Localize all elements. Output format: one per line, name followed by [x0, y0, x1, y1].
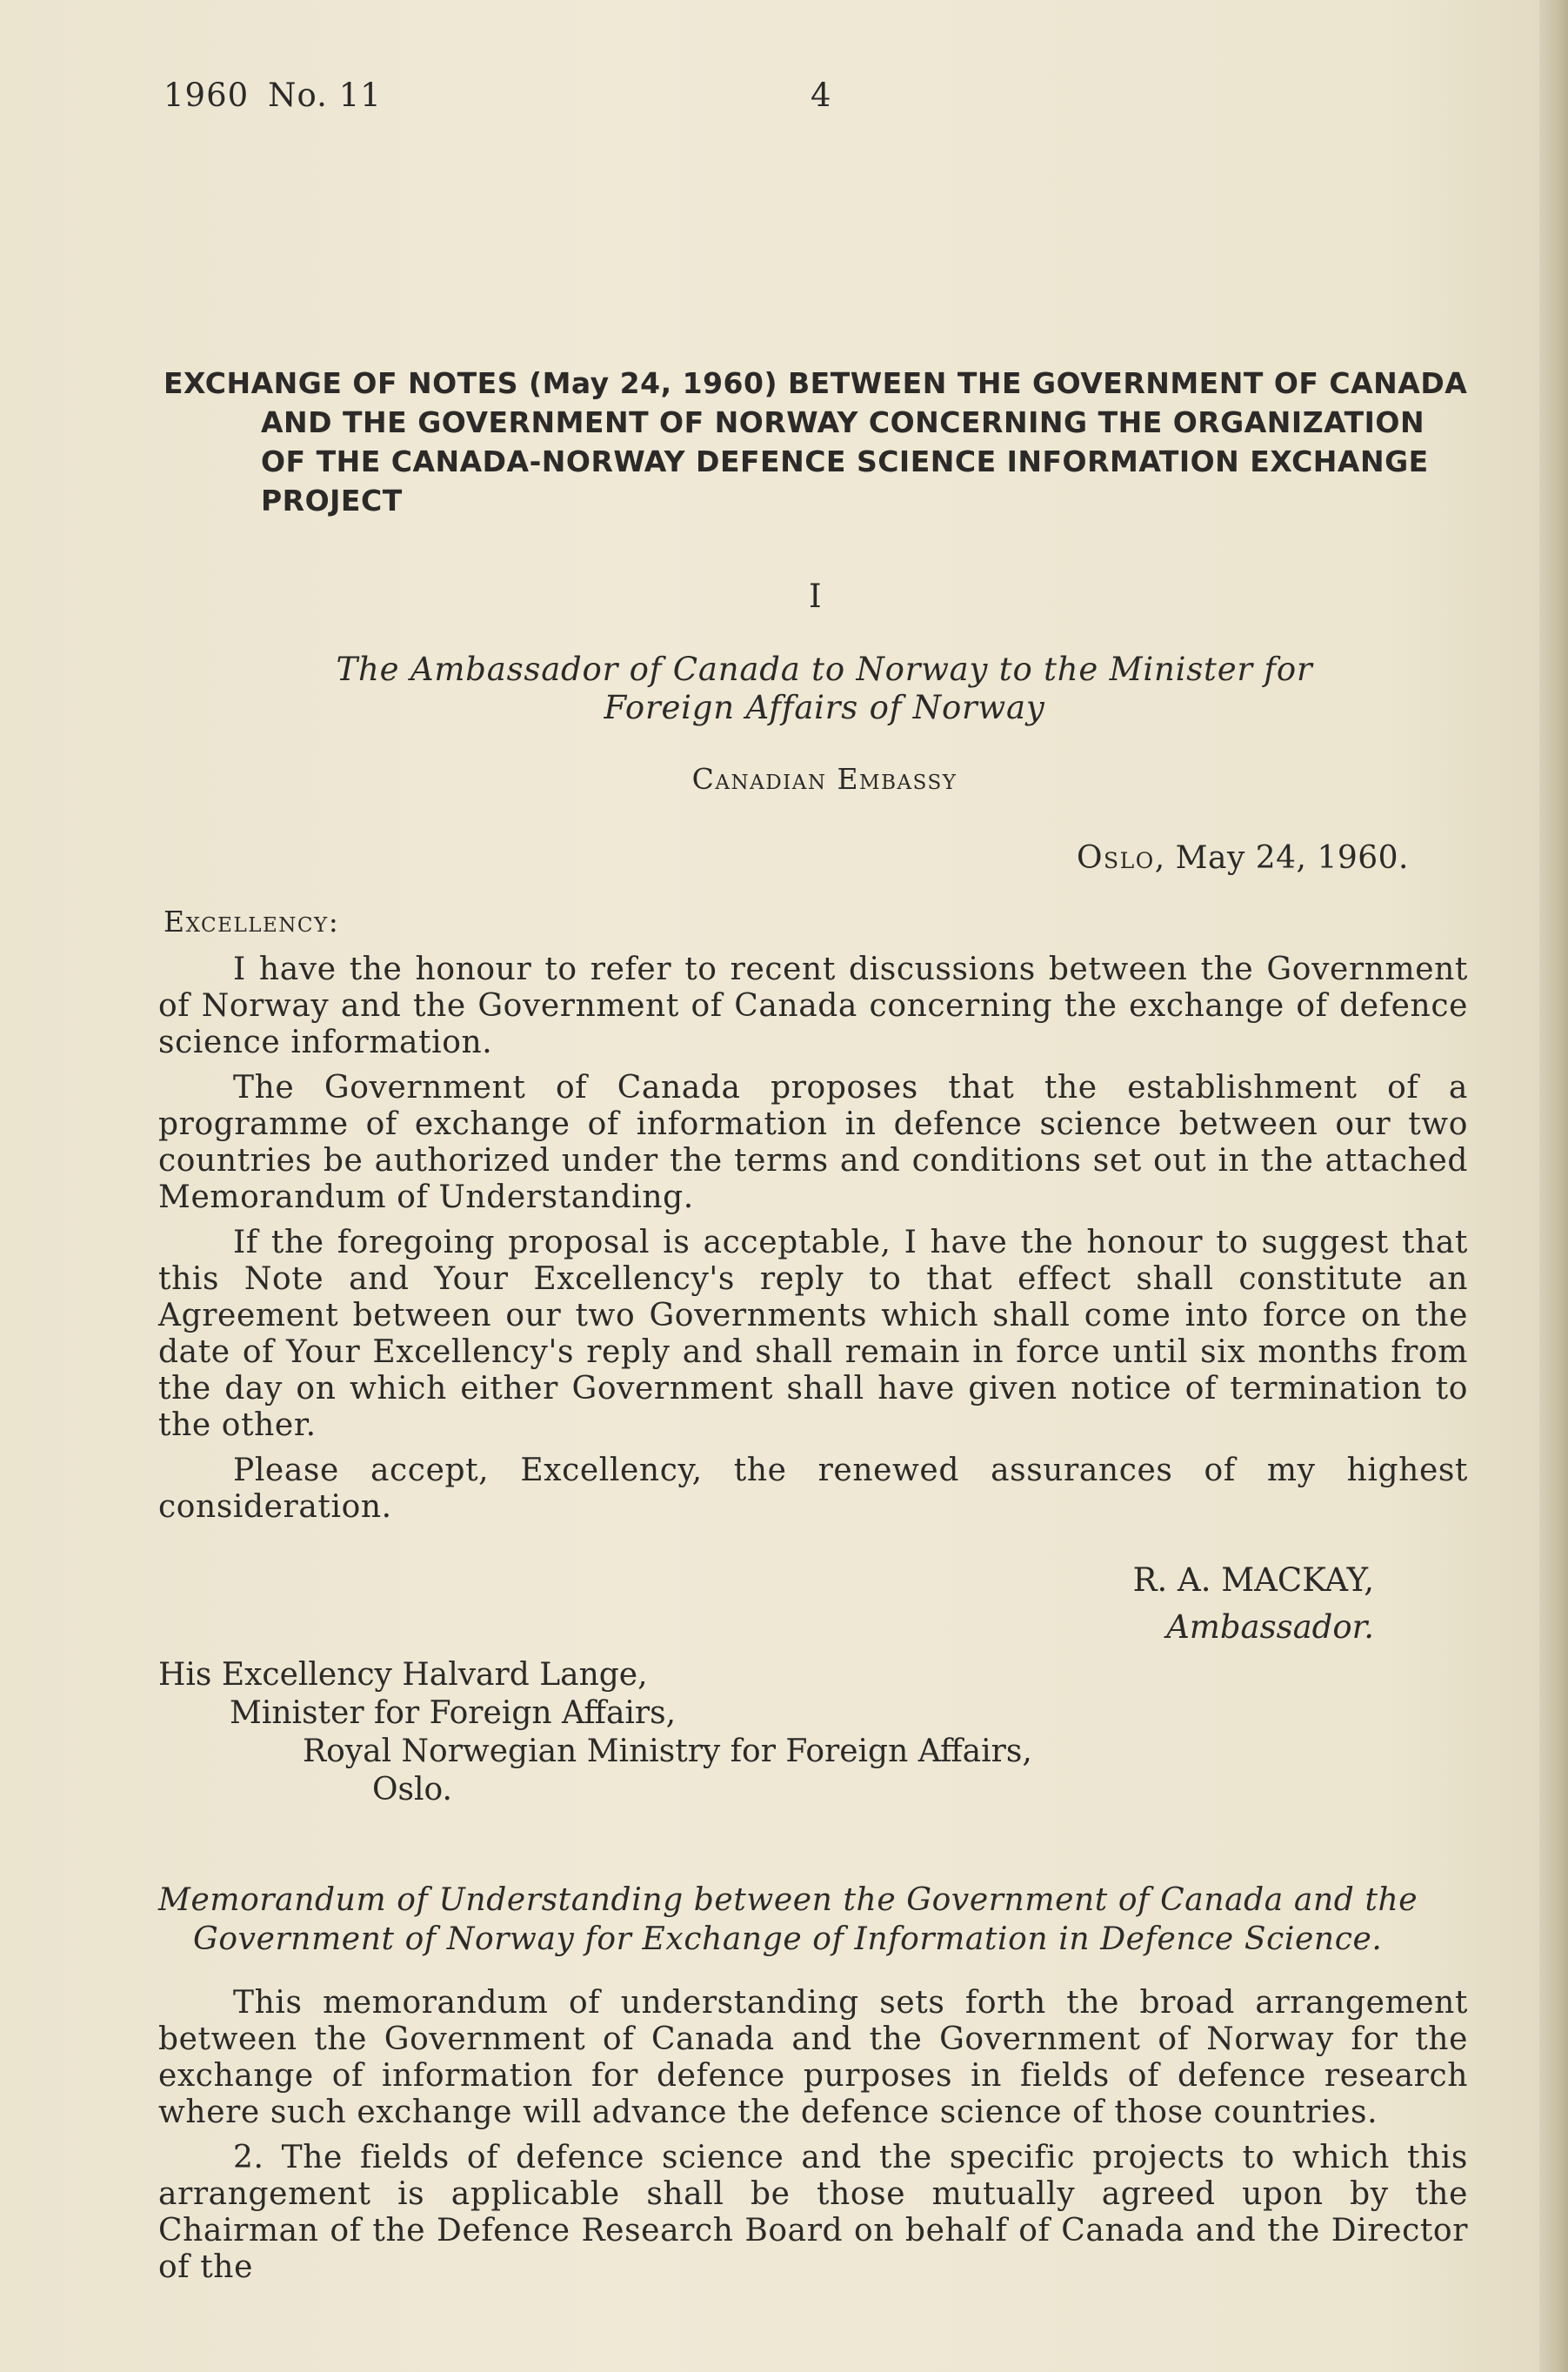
header-number: No. 11 [268, 77, 382, 114]
memorandum-body [158, 1985, 1468, 2295]
title-line-1: EXCHANGE OF NOTES (May 24, 1960) BETWEEN THE GOVERNMENT OF CANADA [163, 366, 1468, 400]
addressing-line-2: Foreign Affairs of Norway [604, 689, 1045, 726]
title-line-2: AND THE GOVERNMENT OF NORWAY CONCERNING THE ORGANIZATION [261, 405, 1425, 439]
section-number: I [809, 578, 822, 615]
dateline-date: , May 24, 1960. [1154, 840, 1409, 876]
letter-body [158, 952, 1468, 1534]
signature-block [1133, 1557, 1374, 1651]
memorandum-title-line-1: Memorandum of Understanding between the Government of Canada and the [158, 1882, 1418, 1918]
title-line-3: OF THE CANADA-NORWAY DEFENCE SCIENCE INFORMATION EXCHANGE [261, 444, 1429, 478]
embassy-heading: Canadian Embassy [691, 762, 957, 796]
title-line-4: PROJECT [261, 484, 403, 518]
recipient-line-4: Oslo. [372, 1772, 452, 1807]
page-header [163, 77, 401, 114]
signature-name: R. A. MACKAY, [1132, 1561, 1374, 1599]
letter-paragraph-4: Please accept, Excellency, the renewed assurances of my highest consideration. [158, 1453, 1468, 1525]
letter-paragraph-1: I have the honour to refer to recent discussions between the Government of Norway and the Government of Canada concerning the exchange of defence science information. [158, 952, 1468, 1060]
salutation: Excellency: [163, 905, 340, 939]
recipient-line-3: Royal Norwegian Ministry for Foreign Affairs, [303, 1734, 1032, 1769]
document-title [163, 364, 1485, 520]
signature-role: Ambassador. [1166, 1608, 1374, 1646]
page-edge [1539, 0, 1568, 2372]
recipient-address [158, 1656, 1032, 1809]
header-year: 1960 [163, 77, 250, 114]
letter-paragraph-2: The Government of Canada proposes that the establishment of a programme of exchange of information in defence science between our two countries be authorized under the terms and conditions set out in the attached Memorandum of Understanding. [158, 1070, 1468, 1215]
memorandum-title-line-2: Government of Norway for Exchange of Information in Defence Science. [193, 1921, 1383, 1957]
recipient-line-1: His Excellency Halvard Lange, [158, 1657, 648, 1693]
letter-paragraph-3: If the foregoing proposal is acceptable, I have the honour to suggest that this Note and Your Excellency's reply to that effect shall constitute an Agreement between our two Governments which shall come into force on the date of Your Excellency's reply and shall remain in force until six months from the day on which either Government shall have given notice of termination to the other. [158, 1225, 1468, 1443]
memorandum-paragraph-2: 2. The fields of defence science and the specific projects to which this arrangement is applicable shall be those mutually agreed upon by the Chairman of the Defence Research Board on behalf of Canada and the Director of the [158, 2140, 1468, 2285]
dateline [1077, 840, 1409, 876]
memorandum-title [158, 1881, 1463, 1959]
addressing-line-1: The Ambassador of Canada to Norway to the Minister for [336, 651, 1313, 688]
page-number: 4 [811, 77, 831, 114]
letter-addressing [163, 651, 1485, 727]
dateline-place: Oslo [1077, 840, 1155, 876]
memorandum-paragraph-1: This memorandum of understanding sets forth the broad arrangement between the Government of Canada and the Government of Norway for the exchange of information for defence purposes in fields of defence research where such exchange will advance the defence science of those countries. [158, 1985, 1468, 2130]
recipient-line-2: Minister for Foreign Affairs, [230, 1695, 677, 1731]
